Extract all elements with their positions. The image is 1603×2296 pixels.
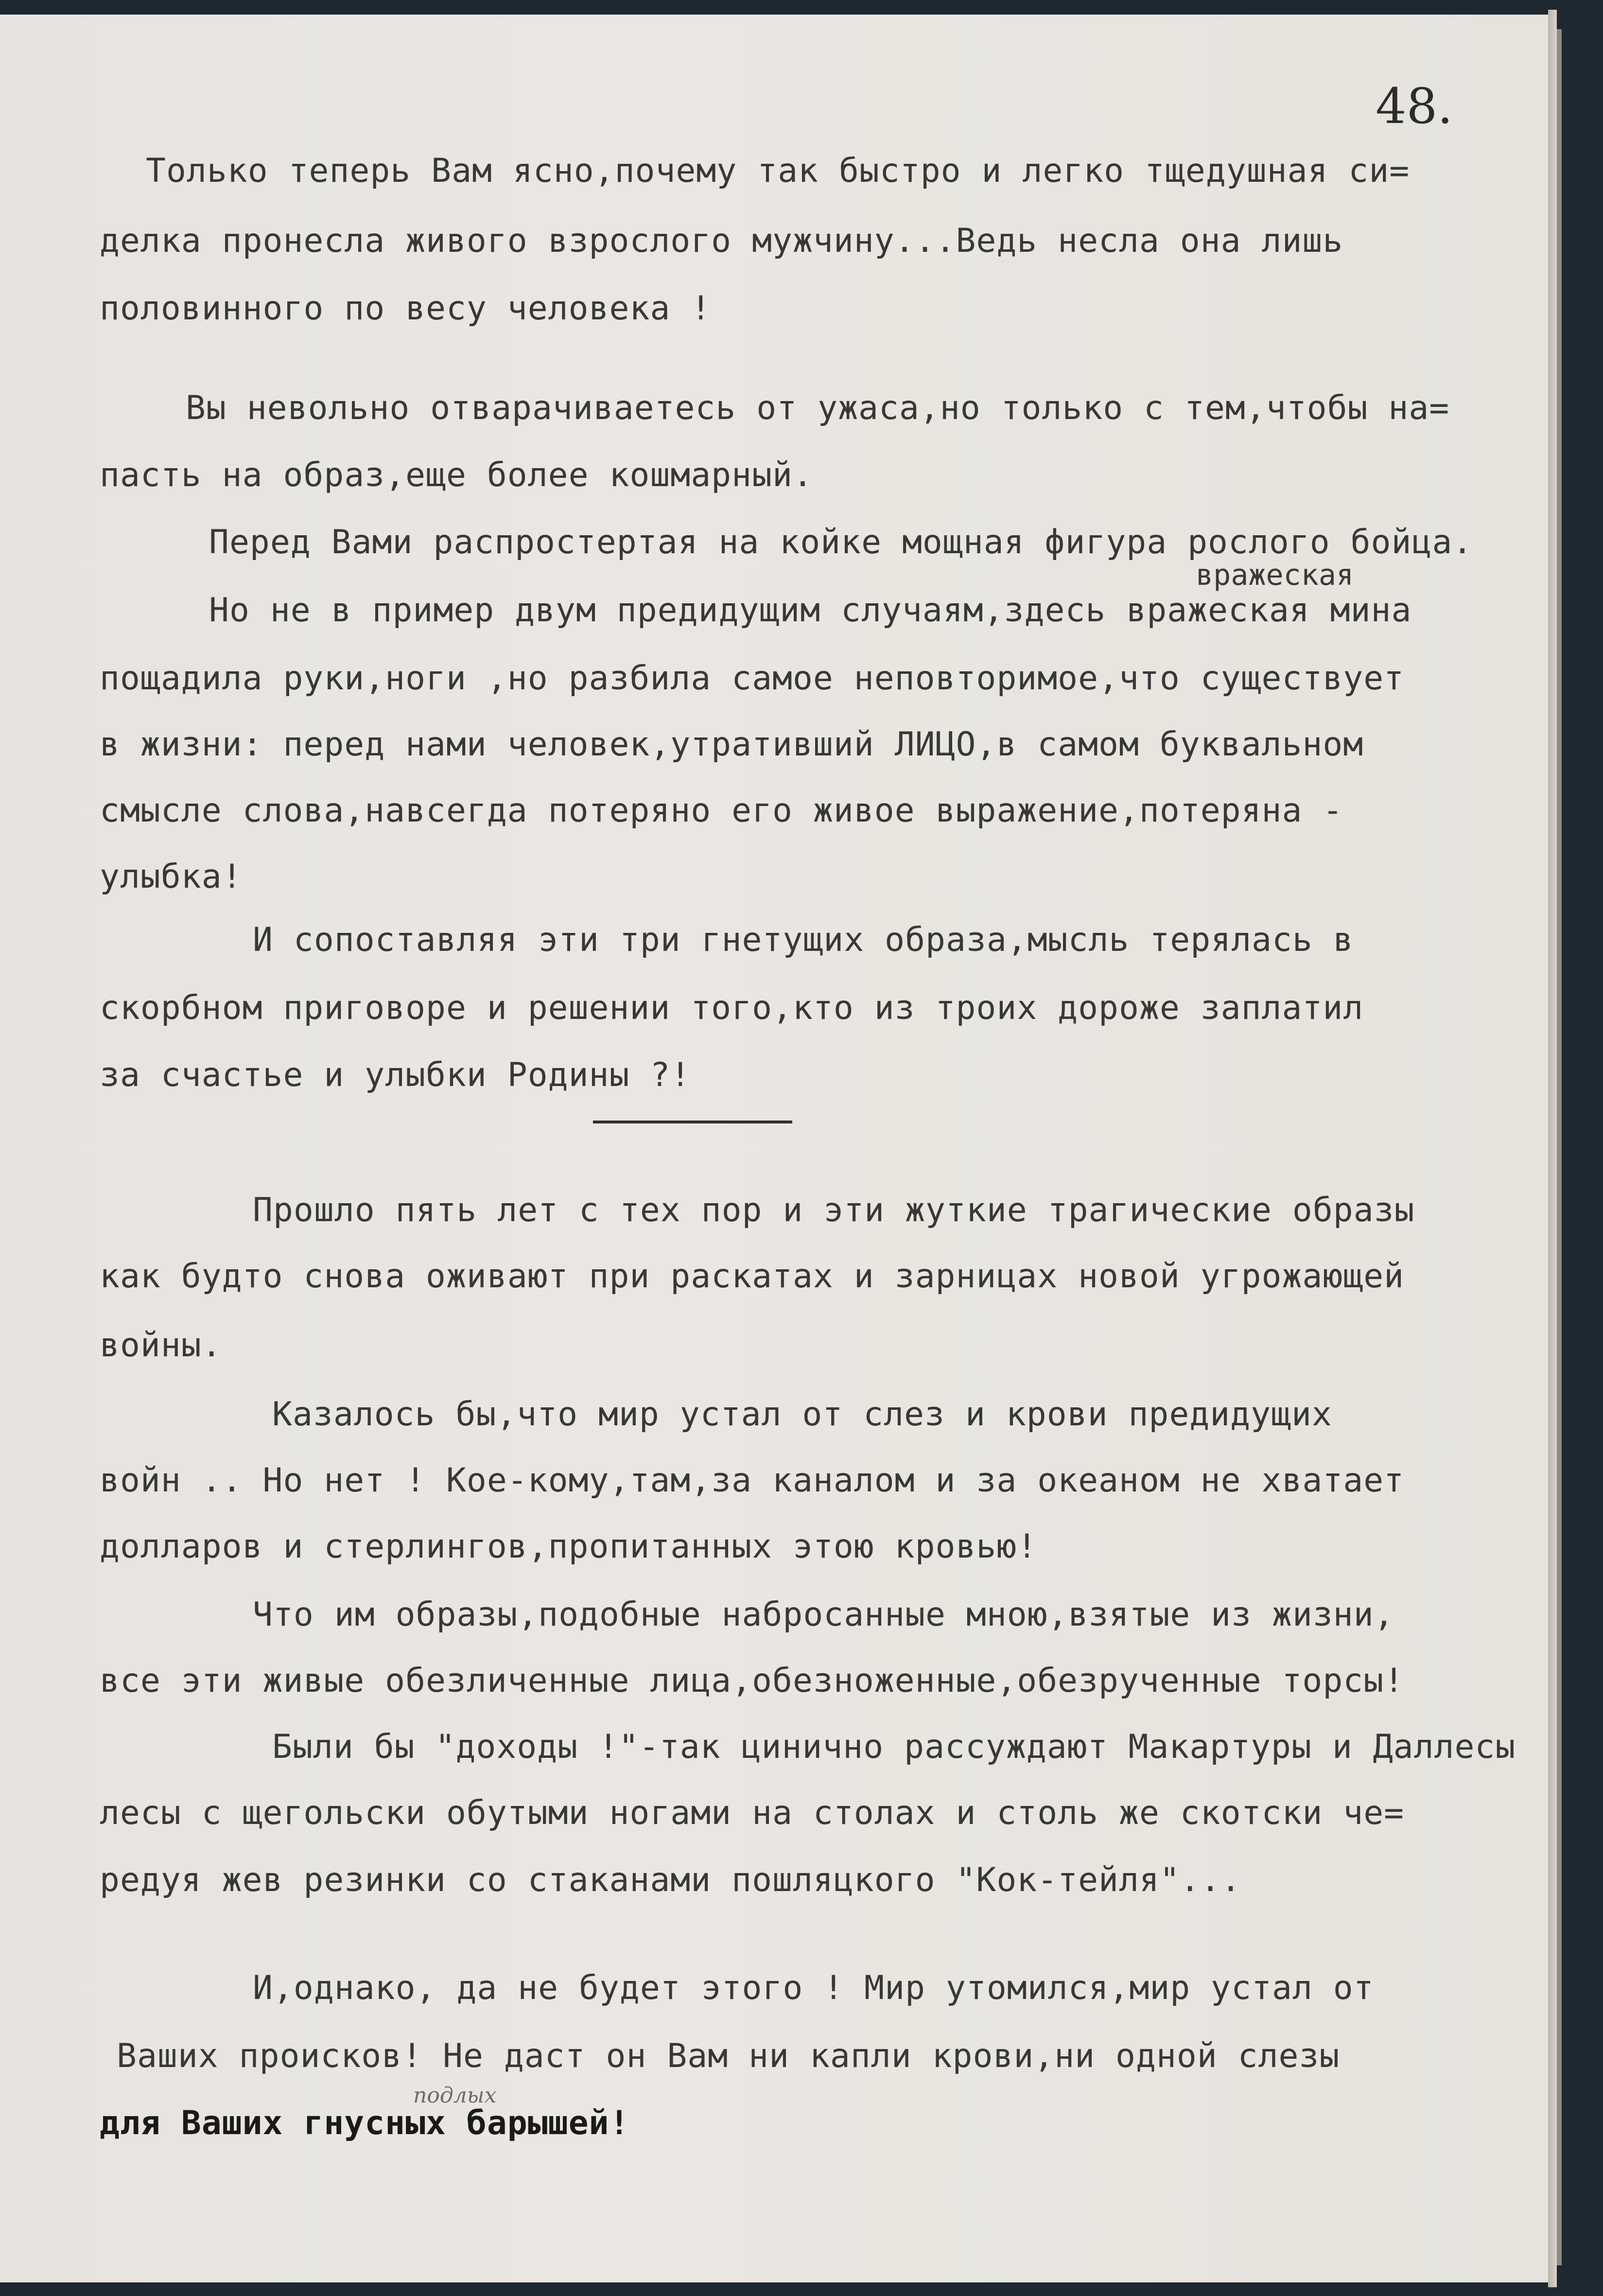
text-line: Ваших происков! Не даст он Вам ни капли крови,ни одной слезы — [117, 2037, 1340, 2075]
text-line: Прошло пять лет с тех пор и эти жуткие трагические образы — [253, 1191, 1415, 1229]
typed-insertion: вражеская — [1196, 558, 1354, 592]
text-line: для Ваших гнусных барышей! — [100, 2104, 630, 2142]
text-line: смысле слова,навсегда потеряно его живое выражение,потеряна - — [100, 791, 1343, 830]
page-edge-shadow — [1557, 29, 1562, 2265]
text-line: половинного по весу человека ! — [100, 289, 712, 328]
text-line: войн .. Но нет ! Кое-кому,там,за каналом и за океаном не хватает — [100, 1461, 1405, 1500]
text-line: Вы невольно отварачиваетесь от ужаса,но только с тем,чтобы на= — [186, 389, 1450, 427]
text-line: лесы с щегольски обутыми ногами на столах и столь же скотски че= — [100, 1794, 1405, 1832]
text-line: редуя жев резинки со стаканами пошляцкого "Кок-тейля"... — [100, 1861, 1241, 1899]
text-line: И,однако, да не будет этого ! Мир утомился,мир устал от — [253, 1969, 1374, 2007]
text-line: все эти живые обезличенные лица,обезноженные,обезрученные торсы! — [100, 1662, 1405, 1700]
paper-sheet — [0, 15, 1548, 2282]
text-line: делка пронесла живого взрослого мужчину...Ведь несла она лишь — [100, 222, 1343, 260]
text-line: Казалось бы,что мир устал от слез и крови предидущих — [272, 1395, 1332, 1434]
text-line: долларов и стерлингов,пропитанных этою кровью! — [100, 1527, 1038, 1566]
text-line: пасть на образ,еще более кошмарный. — [100, 456, 813, 494]
page-edge — [1548, 10, 1557, 2287]
text-line: улыбка! — [100, 858, 243, 896]
text-line: Были бы "доходы !"-так цинично рассуждают Макартуры и Даллесы — [272, 1728, 1516, 1766]
page-number: 48. — [1376, 78, 1453, 135]
text-line: пощадила руки,ноги ,но разбила самое неповторимое,что существует — [100, 659, 1405, 698]
section-divider — [593, 1121, 792, 1123]
text-line: Но не в пример двум предидущим случаям,здесь вражеская мина — [209, 591, 1412, 630]
text-line: войны. — [100, 1326, 222, 1365]
handwritten-note: подлых — [413, 2083, 497, 2108]
text-line: Перед Вами распростертая на койке мощная фигура рослого бойца. — [209, 523, 1473, 561]
text-line: за счастье и улыбки Родины ?! — [100, 1056, 691, 1094]
text-line: в жизни: перед нами человек,утративший ЛИЦО,в самом буквальном — [100, 725, 1364, 764]
text-line: скорбном приговоре и решении того,кто из троих дороже заплатил — [100, 989, 1364, 1027]
text-line: Что им образы,подобные набросанные мною,взятые из жизни, — [253, 1595, 1394, 1634]
text-line: Только теперь Вам ясно,почему так быстро и легко тщедушная си= — [146, 152, 1410, 190]
text-line: И сопоставляя эти три гнетущих образа,мысль терялась в — [253, 921, 1354, 959]
text-line: как будто снова оживают при раскатах и зарницах новой угрожающей — [100, 1257, 1405, 1296]
